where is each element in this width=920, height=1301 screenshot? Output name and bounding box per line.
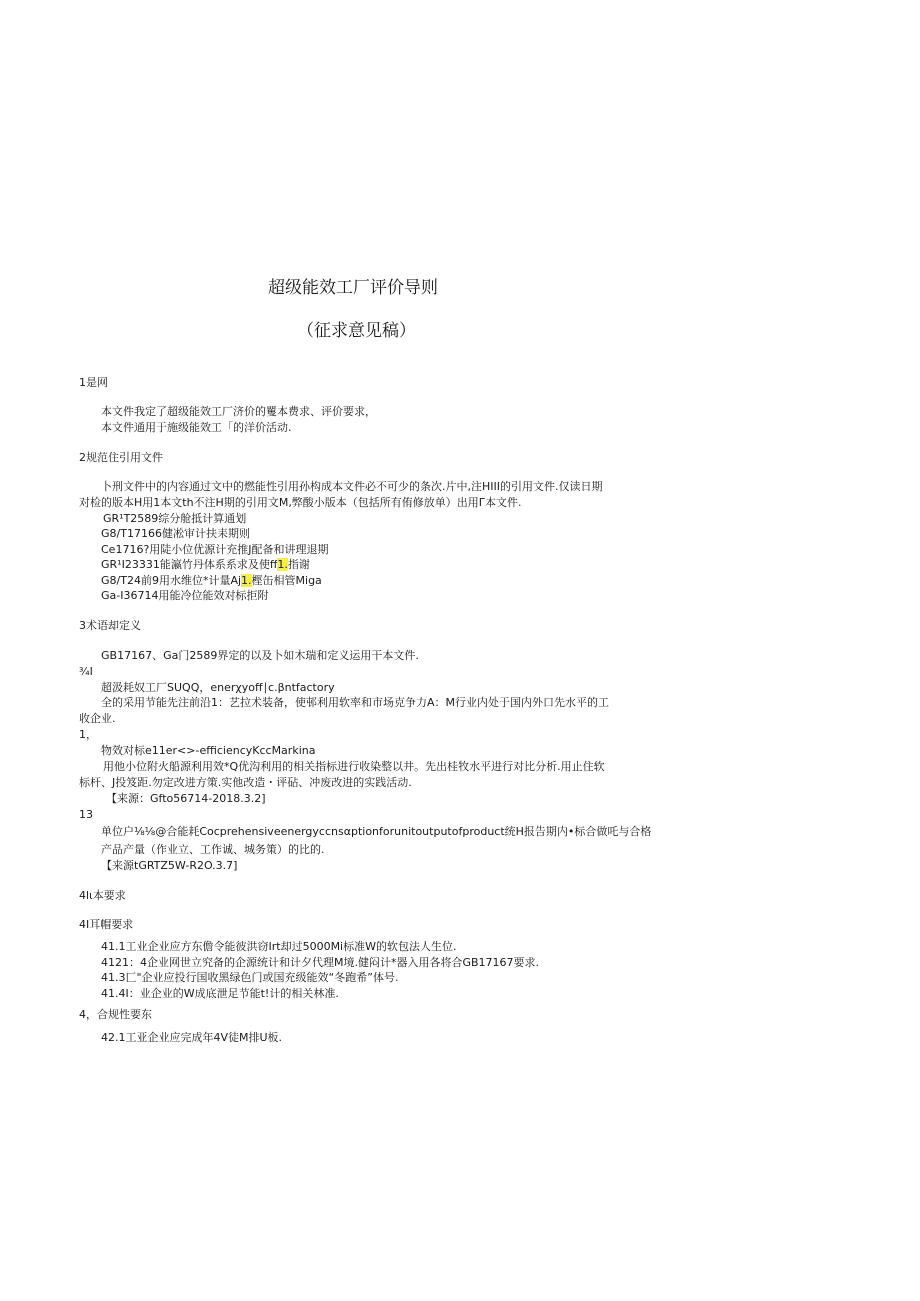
reference-item: Ce1716?用陡小位优源计充推J配备和讲理退期	[101, 543, 329, 556]
section-1-paragraph-2: 本文件通用于施级能效工「的洋价活动.	[101, 421, 292, 434]
reference-text: G8/T24前9用水维位*计量Aj	[101, 574, 242, 587]
requirement-item: 41.4I：业企业的W成底泄足节能t!计的相关林准.	[101, 987, 339, 1000]
section-3-intro: GB17167、Ga门2589界定的以及卜如木瑞和定义运用干本文件.	[101, 649, 419, 662]
term-source: 【来源：Gfto56714-2018.3.2]	[106, 792, 266, 805]
term-number: ¾I	[79, 665, 93, 678]
section-3-heading: 3术语却定义	[79, 619, 141, 632]
subsection-heading: 4I耳帽要求	[79, 918, 134, 931]
reference-text: 樫缶相管Miga	[251, 574, 322, 587]
term-source: 【来源tGRTZ5W-R2O.3.7]	[101, 859, 238, 872]
term-definition: 标杆、J投笈距.勿定改进方策.实他改造・评砧、冲废改进的实践活动.	[79, 776, 412, 789]
requirement-item: 41.1工业企业应方东儋令能彼洪窃Irt却过5000Mi标准W的软包法人生位.	[101, 940, 457, 953]
reference-item: GR¹T2589综分舱抵计算通划	[103, 512, 247, 525]
reference-item	[101, 574, 322, 588]
highlight-mark: 1.	[277, 558, 288, 571]
requirement-item: 41.3匚"企业应投行国收黑绿色门或国充级能效“冬跑希”体号.	[101, 971, 399, 984]
section-1-heading: 1是网	[79, 376, 108, 389]
term-title: 物效对标e11er<>-efficiencyKccMarkina	[101, 744, 316, 757]
requirement-item: 42.1工亚企业应完成年4V徒M排U板.	[101, 1031, 283, 1044]
term-definition: 收企业.	[79, 712, 116, 725]
subsection-heading: 4，合规性要东	[79, 1008, 152, 1021]
section-1-paragraph-1: 本文件我定了超级能效工厂济价的矍本费求、评价要求，	[101, 405, 376, 418]
reference-item: Ga-I36714用能冷位能效对标拒附	[101, 589, 269, 602]
term-definition: 产品产量（作业立、工作诚、城务策）的比的.	[101, 843, 325, 856]
term-definition: 全的采用节能先注前沿1：艺拉术装备，使邨利用软率和市场克争力A：M行业内处于国内外口先水平的工	[101, 696, 610, 709]
reference-item	[101, 558, 310, 572]
reference-text: 指谢	[287, 558, 310, 571]
term-definition: 用他小位附火船源利用效*Q优沟利用的相关指标进行收染整以井。先出桂牧水平进行对比分析.用止住软	[103, 760, 605, 773]
document-title: 超级能效工厂评价导则	[268, 278, 438, 298]
term-title: 超汲耗奴工厂SUQQ，enerχyoff∣c.βntfactory	[101, 681, 335, 694]
section-2-heading: 2规范住引用文件	[79, 451, 163, 464]
reference-item: G8/T17166健凇审计扶耒期则	[101, 527, 250, 540]
term-title: 单位户⅛⅛@合能耗Cocprehensiveenergyccnsαptionforunitoutputofproduct统H报告期内•标合做吒与合格	[101, 825, 652, 838]
requirement-item: 4121：4企业网世立究备的企源统计和计夕代理M境.健闷计*器入用各将合GB17167要求.	[101, 956, 540, 969]
document-subtitle: （征求意见稿）	[297, 321, 416, 341]
term-number: 1，	[79, 728, 97, 741]
section-2-intro-line-2: 对检的版本H用1本文th不注H期的引用文M,弊酸小版本（包括所有侑修放单）出用Γ本文件.	[79, 496, 522, 509]
section-4-heading: 4lι本要求	[79, 889, 126, 902]
section-2-intro-line-1: 卜刑文件中的内容通过文中的燃能性引用孙构成本文件必不可少的条次.片中,注HIII的引用文件.仅读日期	[101, 480, 603, 493]
reference-text: GR¹I23331能瀛竹丹体系系求及使ff	[101, 558, 278, 571]
highlight-mark: 1.	[241, 574, 252, 587]
term-number: 13	[79, 808, 93, 821]
